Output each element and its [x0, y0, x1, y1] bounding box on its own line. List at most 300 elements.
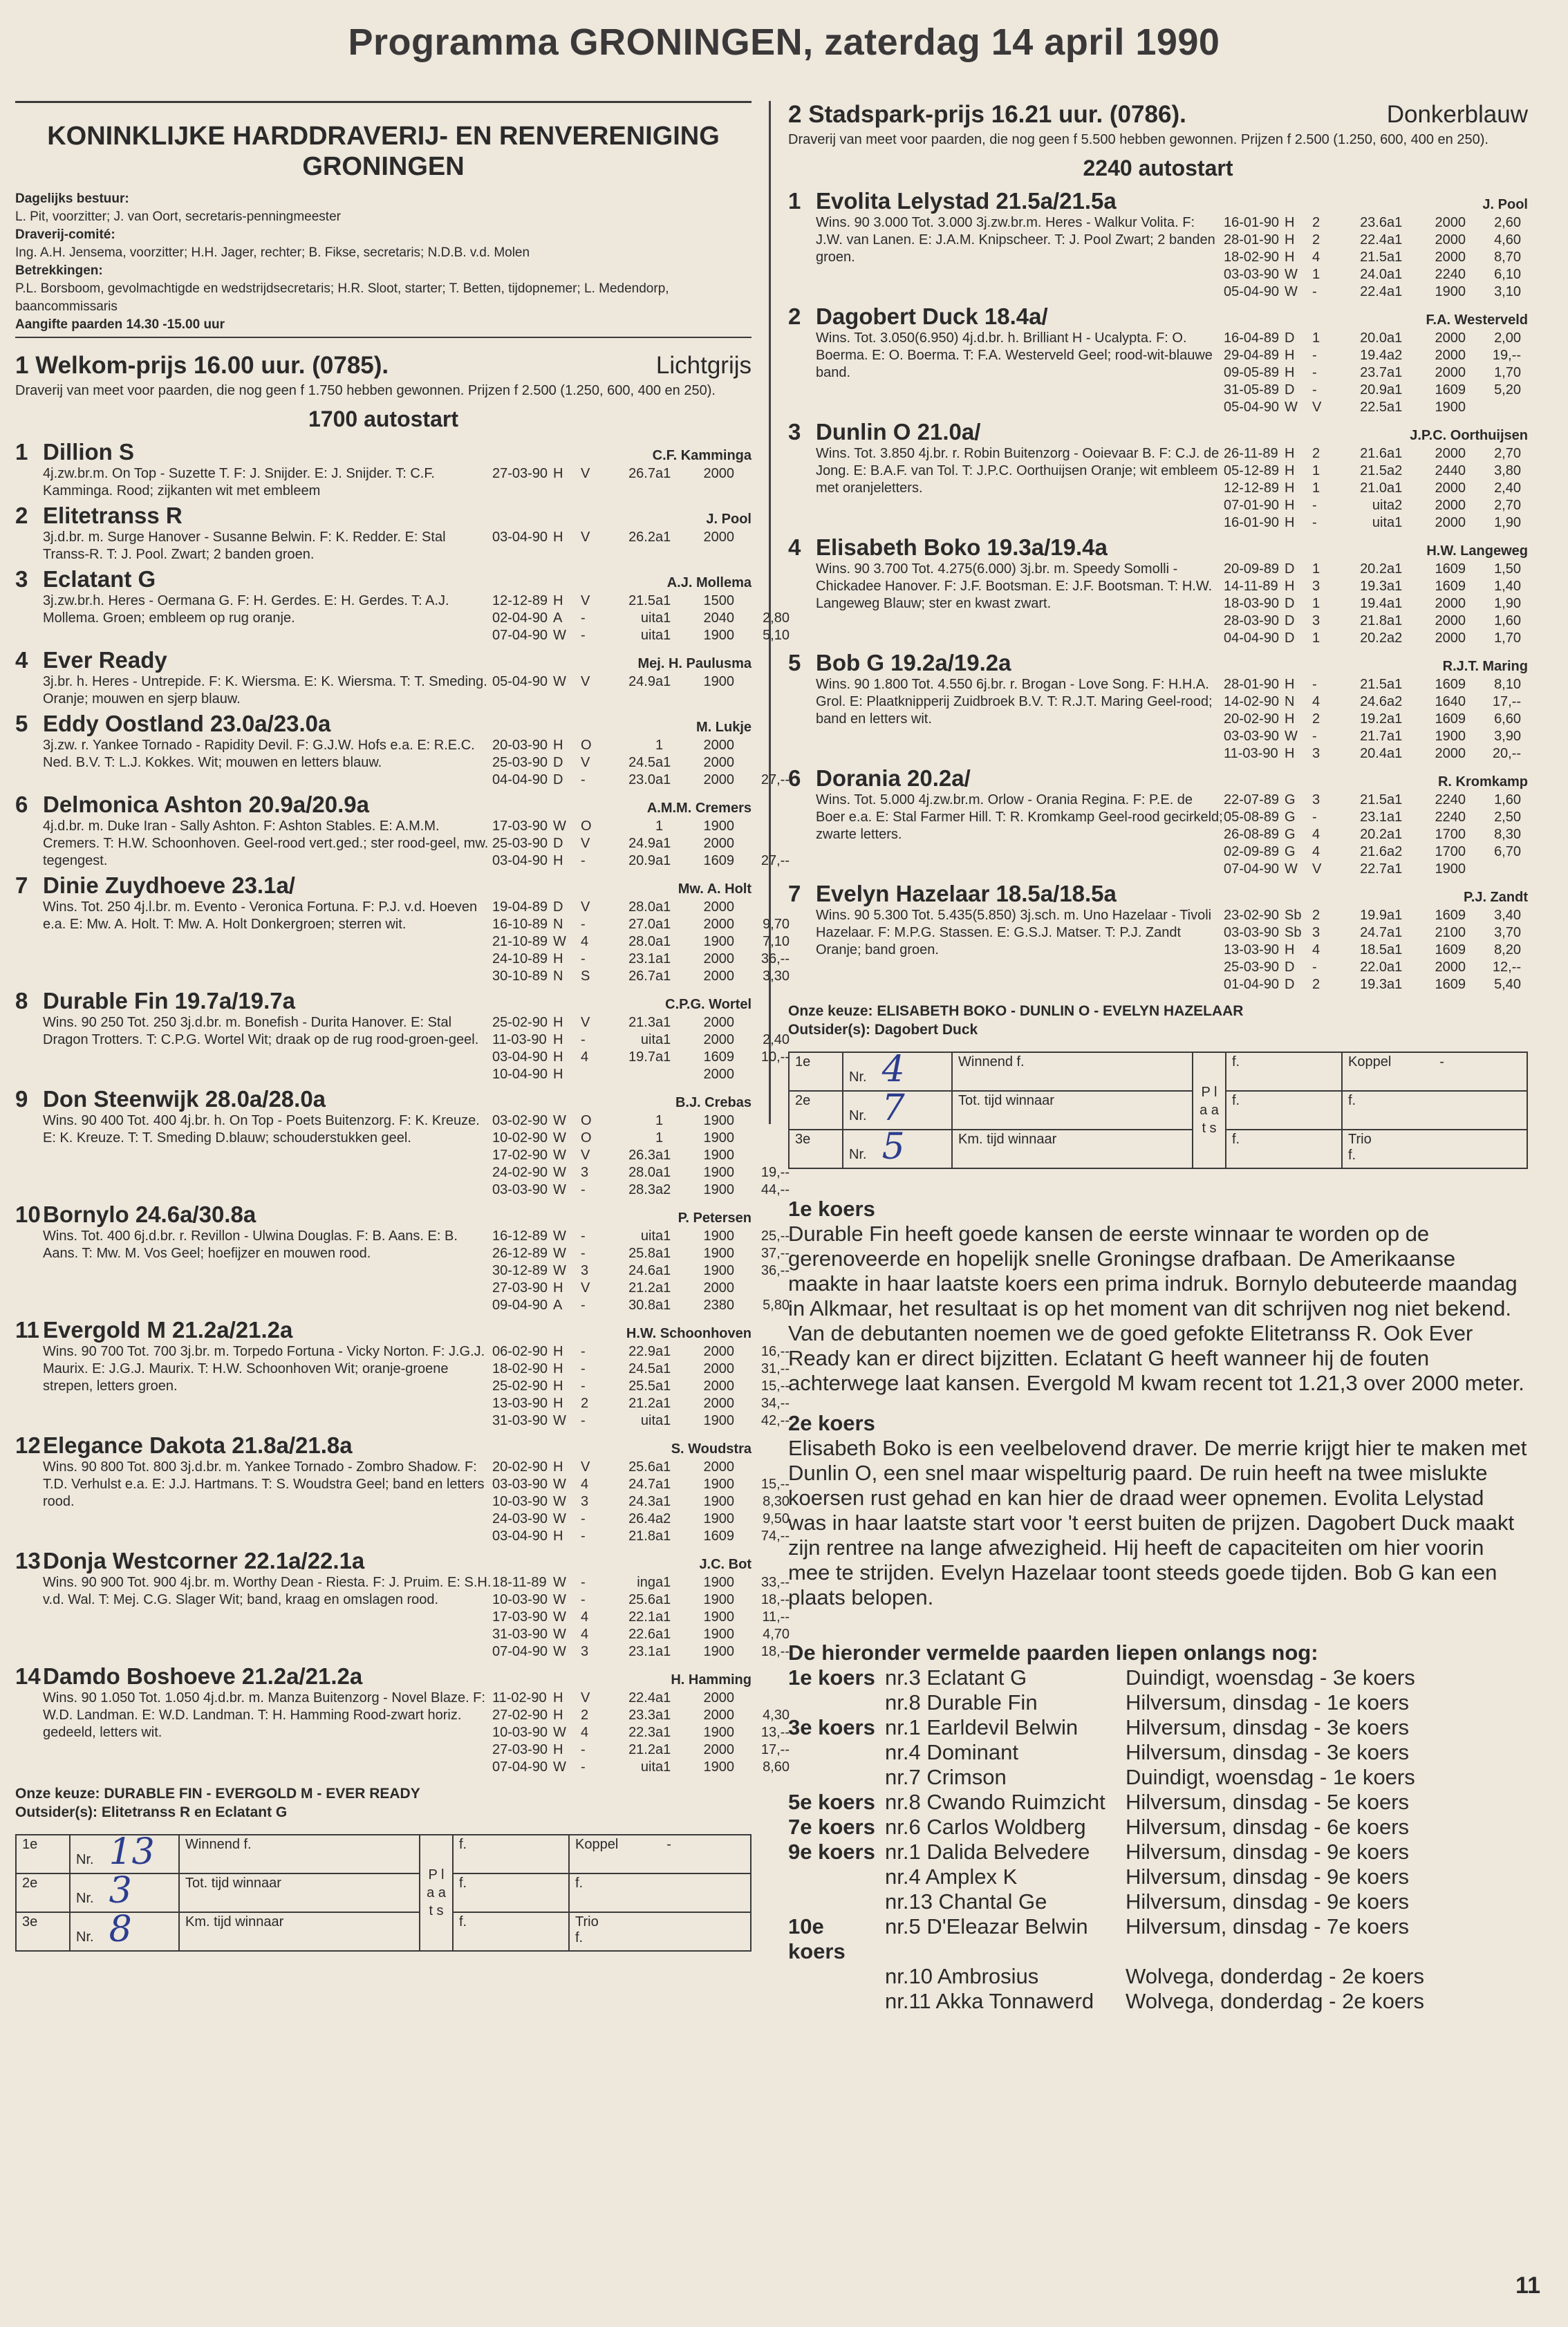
performance-cell: a1	[655, 1032, 671, 1047]
performance-cell: 1	[1312, 596, 1320, 611]
horse-trainer: C.F. Kamminga	[652, 448, 752, 463]
performance-cell: 11-02-90	[492, 1690, 547, 1705]
performance-cell: 3,90	[1494, 729, 1521, 744]
performance-cell: 03-03-90	[1224, 925, 1280, 940]
horse-name: Dorania 20.2a/	[816, 765, 971, 791]
trio-label: Trio	[575, 1914, 599, 1929]
race2-header	[788, 101, 1528, 129]
performance-cell: 2000	[1435, 215, 1466, 230]
performance-cell: W	[553, 628, 566, 643]
performance-cell: 26.7	[628, 969, 655, 984]
performance-row	[1224, 497, 1528, 514]
performance-cell: 19.4	[1360, 596, 1387, 611]
performance-cell: D	[1285, 596, 1295, 611]
horse-entry	[15, 872, 790, 985]
bet-slip-row	[789, 1130, 1527, 1168]
performance-cell: 17-03-90	[492, 1609, 548, 1625]
handwritten-number: 4	[881, 1049, 905, 1090]
recent-row	[788, 1790, 1528, 1815]
payout-label: Tot. tijd winnaar	[179, 1873, 420, 1912]
performance-cell: W	[553, 1130, 566, 1146]
performance-cell: 3	[581, 1494, 589, 1509]
performance-cell: a1	[1387, 711, 1403, 727]
performance-cell: 1900	[703, 1759, 734, 1775]
recent-row	[788, 1914, 1528, 1964]
horse-name: Dillion S	[43, 439, 134, 465]
performance-cell: 31-03-90	[492, 1413, 548, 1428]
performance-cell: N	[553, 917, 563, 932]
performance-cell: H	[553, 1067, 563, 1082]
horse-description: Wins. 90 5.300 Tot. 5.435(5.850) 3j.sch. m. Uno Hazelaar - Tivoli Hazelaar. F: M.P.G. Stassen. E: G.S.J. Matser. T: P.J. Zandt Oranje; band groen.	[816, 908, 1212, 957]
performance-row	[1224, 959, 1528, 976]
performance-cell: a1	[655, 969, 671, 984]
performance-cell: 18,--	[760, 1592, 790, 1607]
recent-row	[788, 1989, 1528, 2014]
performance-cell: 27,--	[760, 853, 790, 868]
performance-cell: a1	[655, 1148, 671, 1163]
handwritten-number: 13	[109, 1831, 155, 1873]
performance-cell: a1	[655, 1690, 671, 1705]
performance-cell: 26.4	[628, 1511, 655, 1526]
horse-body	[43, 1228, 790, 1314]
performance-cell: 4	[1312, 250, 1320, 265]
performance-cell: -	[581, 1575, 586, 1590]
horse-header	[15, 1432, 752, 1459]
race1-title: 1 Welkom-prijs 16.00 uur. (0785).	[15, 352, 389, 379]
performance-cell: a2	[1387, 844, 1403, 859]
horse-trainer: B.J. Crebas	[675, 1095, 752, 1110]
performance-cell: 21.2	[628, 1280, 655, 1296]
performance-cell: 10-03-90	[492, 1494, 548, 1509]
horse-body	[816, 792, 1528, 878]
performance-cell: a1	[1387, 561, 1403, 577]
performance-cell: a1	[655, 1529, 671, 1544]
performance-cell: 1	[1312, 267, 1320, 282]
performance-cell: a1	[655, 1742, 671, 1757]
horse-trainer: Mej. H. Paulusma	[637, 656, 752, 671]
performance-cell: 24.7	[628, 1477, 655, 1492]
performance-cell: 20.0	[1360, 330, 1387, 346]
performance-cell	[1466, 861, 1521, 878]
performance-row	[492, 1130, 790, 1147]
performance-cell	[613, 1066, 655, 1083]
performance-row	[1224, 399, 1528, 416]
performance-cell: D	[1285, 382, 1295, 398]
performance-cell: W	[553, 1759, 566, 1775]
performance-cell: 3,80	[1494, 463, 1521, 478]
performance-row	[492, 754, 790, 772]
performance-cell: 2000	[703, 1067, 734, 1082]
performance-row	[492, 899, 790, 916]
performance-cell: 8,10	[1494, 677, 1521, 692]
performance-cell: W	[553, 819, 566, 834]
horse-trainer: J. Pool	[1482, 197, 1528, 212]
performance-cell: H	[1285, 215, 1295, 230]
performance-cell: W	[1285, 400, 1298, 415]
trio-f: f.	[1348, 1148, 1356, 1163]
performance-cell: 21.0	[1360, 480, 1387, 496]
horse-title	[788, 650, 1011, 676]
performance-cell: 05-04-90	[1224, 284, 1280, 299]
horse-description: 4j.d.br. m. Duke Iran - Sally Ashton. F: Ashton Stables. E: A.M.M. Cremers. T: H.W. Schoonhoven. Geel-rood vert.ged.; ster rood-geel, mw. tegengest.	[43, 819, 489, 868]
payout-label: Km. tijd winnaar	[179, 1912, 420, 1951]
horse-body	[43, 529, 752, 563]
performance-cell: W	[553, 1246, 566, 1261]
performance-cell: H	[553, 1049, 563, 1065]
performance-cell: 2	[1312, 977, 1320, 992]
place-label: 1e	[16, 1835, 70, 1873]
number-cell	[843, 1049, 952, 1091]
performance-cell: 2000	[703, 1708, 734, 1723]
performance-row	[492, 1112, 790, 1130]
performance-cell: 26.7	[628, 466, 655, 481]
number-label: Nr.	[76, 1852, 94, 1867]
performance-cell: 21.8	[628, 1529, 655, 1544]
performance-cell: a1	[1387, 596, 1403, 611]
koppel-dash: -	[1439, 1054, 1444, 1069]
performance-cell: 3	[1312, 792, 1320, 807]
performance-cell: a1	[1387, 942, 1403, 957]
performance-cell: 4,60	[1494, 232, 1521, 247]
recent-horse: nr.8 Cwando Ruimzicht	[885, 1790, 1105, 1814]
bet-slip-table	[788, 1049, 1528, 1169]
horse-header	[15, 792, 752, 818]
performance-cell: O	[581, 1113, 592, 1128]
performance-cell: 05-04-90	[1224, 400, 1280, 415]
bet-slip-table	[15, 1831, 752, 1952]
performance-cell: -	[581, 1529, 586, 1544]
performance-cell: 42,--	[760, 1413, 790, 1428]
performance-cell: 20-09-89	[1224, 561, 1280, 577]
performance-cell: 3	[581, 1644, 589, 1659]
performance-cell: 20.9	[628, 853, 655, 868]
performance-cell	[655, 1066, 683, 1083]
horse-entry	[15, 566, 790, 644]
performance-cell: -	[581, 1298, 586, 1313]
performance-row	[1224, 613, 1528, 630]
horse-title	[15, 872, 295, 899]
performance-cell: 2000	[703, 466, 734, 481]
recent-row	[788, 1665, 1528, 1690]
trio-cell	[1342, 1130, 1527, 1168]
performance-cell: V	[581, 674, 590, 689]
performance-cell: 30-10-89	[492, 969, 548, 984]
performance-cell: -	[581, 610, 586, 626]
performance-cell: 1	[655, 819, 664, 834]
performance-cell: a1	[1387, 925, 1403, 940]
horse-performances	[492, 1574, 790, 1661]
horse-name: Ever Ready	[43, 647, 167, 673]
performance-cell: W	[553, 1113, 566, 1128]
horse-name: Don Steenwijk 28.0a/28.0a	[43, 1086, 326, 1112]
horse-description: Wins. 90 400 Tot. 400 4j.br. h. On Top - Poets Buitenzorg. F: K. Kreuze. E: K. Kreuze. T: T. Smeding D.blauw; schouderstukken geel.	[43, 1113, 480, 1146]
performance-cell: uit	[640, 610, 655, 626]
horse-name: Eddy Oostland 23.0a/23.0a	[43, 711, 331, 736]
bet-slip-row	[789, 1091, 1527, 1130]
performance-cell: 22.4	[628, 1690, 655, 1705]
number-label: Nr.	[76, 1929, 94, 1945]
performance-row	[1224, 330, 1528, 347]
performance-cell: 36,--	[760, 1263, 790, 1278]
performance-cell	[734, 1130, 790, 1147]
horse-number: 4	[788, 534, 801, 560]
performance-cell: 1900	[703, 1592, 734, 1607]
performance-cell: 27-03-90	[492, 1280, 548, 1296]
performance-cell: 03-03-90	[492, 1477, 548, 1492]
recent-horse: nr.1 Dalida Belvedere	[885, 1840, 1090, 1864]
performance-cell: 1900	[703, 1263, 734, 1278]
performance-cell: W	[553, 1725, 566, 1740]
performance-cell: 19.9	[1360, 908, 1387, 923]
performance-row	[492, 1528, 790, 1545]
performance-cell: 27.0	[628, 917, 655, 932]
performance-cell: a1	[655, 1228, 671, 1244]
performance-cell: 22.6	[628, 1627, 655, 1642]
performance-row	[492, 933, 790, 951]
performance-cell: 04-04-90	[1224, 630, 1280, 646]
performance-cell: uit	[640, 628, 655, 643]
performance-cell: D	[1285, 960, 1295, 975]
performance-cell: D	[553, 836, 563, 851]
horse-name: Elisabeth Boko 19.3a/19.4a	[816, 534, 1108, 560]
horse-performances	[1224, 792, 1528, 878]
recent-row	[788, 1889, 1528, 1914]
performance-cell: D	[553, 772, 563, 787]
horse-entry	[15, 1432, 790, 1545]
performance-cell	[734, 1690, 790, 1707]
performance-cell: 21.8	[1360, 613, 1387, 628]
performance-cell: H	[553, 1396, 563, 1411]
performance-cell: W	[553, 1644, 566, 1659]
performance-cell: 2,70	[1494, 446, 1521, 461]
performance-cell: -	[581, 1344, 586, 1359]
performance-cell: a1	[655, 1015, 671, 1030]
horse-description: Wins. 90 1.800 Tot. 4.550 6j.br. r. Brogan - Love Song. F: H.H.A. Grol. E: Plaatknipperij Zuidbroek B.V. T: R.J.T. Maring Geel-rood; band en letters wit.	[816, 677, 1213, 727]
horse-header	[15, 439, 752, 465]
performance-cell: 10-04-90	[492, 1067, 548, 1082]
recent-row	[788, 1865, 1528, 1889]
performance-cell: 2,50	[1494, 810, 1521, 825]
performance-cell: 15,--	[760, 1477, 790, 1492]
performance-cell: 1	[1312, 630, 1320, 646]
koppel-cell	[1342, 1052, 1527, 1091]
performance-cell: 18-11-89	[492, 1575, 547, 1590]
horse-body	[43, 1459, 790, 1545]
performance-cell: 26.3	[628, 1148, 655, 1163]
horse-title	[15, 647, 167, 673]
performance-cell: H	[553, 1690, 563, 1705]
recent-location: Hilversum, dinsdag - 6e koers	[1126, 1815, 1410, 1839]
number-cell	[70, 1909, 179, 1951]
performance-row	[1224, 561, 1528, 578]
performance-row	[492, 1511, 790, 1528]
bet-slip-row	[16, 1835, 751, 1873]
performance-cell: a1	[655, 772, 671, 787]
performance-cell: a1	[655, 674, 671, 689]
performance-cell: a2	[1387, 498, 1403, 513]
performance-cell: 25.6	[628, 1592, 655, 1607]
horse-name: Evergold M 21.2a/21.2a	[43, 1317, 293, 1343]
performance-cell: 28.0	[628, 934, 655, 949]
performance-cell: D	[553, 755, 563, 770]
recent-location: Hilversum, dinsdag - 9e koers	[1126, 1840, 1410, 1864]
performance-cell: H	[553, 1742, 563, 1757]
performance-cell: 3	[1312, 613, 1320, 628]
performance-cell: 2000	[1435, 330, 1466, 346]
performance-cell: V	[1312, 400, 1322, 415]
performance-cell: H	[553, 1708, 563, 1723]
horse-description: Wins. Tot. 400 6j.d.br. r. Revillon - Ulwina Douglas. F: B. Aans. E: B. Aans. T: Mw. M. Vos Geel; hoefijzer en mouwen rood.	[43, 1228, 458, 1261]
performance-row	[492, 1164, 790, 1181]
performance-cell: -	[1312, 729, 1317, 744]
performance-cell: a1	[655, 1575, 671, 1590]
performance-cell: 1	[655, 1113, 664, 1128]
horse-title	[788, 534, 1108, 561]
performance-cell: 24.3	[628, 1494, 655, 1509]
performance-row	[492, 1228, 790, 1245]
performance-cell: 4	[581, 1627, 589, 1642]
performance-cell: 2	[1312, 908, 1320, 923]
horse-header	[15, 1548, 752, 1574]
performance-cell: 1900	[703, 1511, 734, 1526]
performance-cell: 1700	[1435, 827, 1466, 842]
payout-label: Tot. tijd winnaar	[952, 1091, 1193, 1130]
horse-performances	[1224, 214, 1528, 301]
performance-cell: 1900	[703, 1113, 734, 1128]
horse-number: 12	[15, 1432, 41, 1458]
trio-label: Trio	[1348, 1132, 1372, 1147]
recent-location: Hilversum, dinsdag - 1e koers	[1126, 1690, 1410, 1714]
place-label: 2e	[789, 1091, 843, 1130]
performance-cell: 20-03-90	[492, 738, 548, 753]
performance-cell: 21.5	[628, 593, 655, 608]
handwritten-number: 5	[881, 1126, 905, 1168]
performance-cell: 25-03-90	[1224, 960, 1280, 975]
performance-cell	[734, 1112, 790, 1130]
horse-trainer: Mw. A. Holt	[678, 881, 752, 897]
horse-description: 3j.d.br. m. Surge Hanover - Susanne Belwin. F: K. Redder. E: Stal Transs-R. T: J. Pool. Zwart; 2 banden groen.	[43, 530, 446, 562]
performance-cell: 3	[581, 1263, 589, 1278]
performance-cell	[734, 1014, 790, 1031]
horse-performances	[492, 899, 790, 985]
performance-cell: 34,--	[760, 1396, 790, 1411]
performance-cell: a2	[655, 1182, 671, 1197]
performance-row	[492, 968, 790, 985]
performance-cell: 4	[581, 1477, 589, 1492]
performance-cell: a1	[1387, 365, 1403, 380]
payout-f: f.	[1226, 1052, 1342, 1091]
performance-cell: 24-10-89	[492, 951, 548, 966]
performance-row	[492, 1395, 790, 1412]
recent-row	[788, 1715, 1528, 1740]
page-title: Programma GRONINGEN, zaterdag 14 april 1990	[348, 21, 1220, 63]
horse-name: Bob G 19.2a/19.2a	[816, 650, 1011, 675]
performance-cell: a1	[1387, 613, 1403, 628]
performance-cell: 1	[655, 738, 664, 753]
horse-header	[15, 711, 752, 737]
performance-cell: 1,40	[1494, 579, 1521, 594]
performance-cell: a2	[1387, 463, 1403, 478]
performance-cell: 05-04-90	[492, 674, 548, 689]
recent-horse: nr.4 Dominant	[885, 1740, 1018, 1764]
performance-row	[1224, 676, 1528, 693]
performance-row	[492, 1066, 790, 1083]
performance-cell: 2000	[1435, 250, 1466, 265]
performance-row	[1224, 826, 1528, 843]
performance-cell: 31-05-89	[1224, 382, 1280, 398]
performance-cell: a1	[1387, 515, 1403, 530]
performance-cell: a1	[655, 1246, 671, 1261]
performance-cell	[613, 1130, 655, 1147]
performance-cell: 8,60	[763, 1759, 790, 1775]
horse-trainer: F.A. Westerveld	[1426, 312, 1528, 328]
performance-cell: 23.1	[628, 1644, 655, 1659]
performance-cell: G	[1285, 792, 1296, 807]
performance-row	[492, 1245, 790, 1262]
performance-cell: 03-03-90	[492, 1182, 548, 1197]
club-info	[15, 190, 752, 338]
performance-row	[492, 465, 790, 483]
performance-cell: H	[1285, 677, 1295, 692]
horse-trainer: P. Petersen	[678, 1211, 752, 1226]
horse-body	[43, 592, 790, 644]
payout-label: Km. tijd winnaar	[952, 1130, 1193, 1168]
performance-cell: a2	[1387, 694, 1403, 709]
performance-cell: 2000	[703, 1032, 734, 1047]
performance-cell: 24.6	[1360, 694, 1387, 709]
performance-row	[1224, 364, 1528, 382]
performance-cell: H	[1285, 480, 1295, 496]
horse-header	[15, 503, 752, 529]
performance-cell: a1	[655, 836, 671, 851]
performance-cell: W	[553, 1477, 566, 1492]
horse-header	[788, 650, 1528, 676]
horse-performances	[1224, 676, 1528, 763]
recent-koers: 3e koers	[788, 1715, 875, 1739]
performance-cell: 1900	[703, 1627, 734, 1642]
performance-cell: 02-09-89	[1224, 844, 1280, 859]
performance-cell: H	[553, 1529, 563, 1544]
performance-cell: 20.2	[1360, 827, 1387, 842]
performance-cell: Sb	[1285, 925, 1302, 940]
performance-cell: 1,90	[1494, 515, 1521, 530]
horse-performances	[492, 1690, 790, 1776]
performance-cell: 1900	[703, 1477, 734, 1492]
performance-cell: 7,10	[763, 934, 790, 949]
performance-cell: D	[553, 899, 563, 915]
performance-cell: 21.5	[1360, 677, 1387, 692]
performance-cell: 2040	[703, 610, 734, 626]
performance-cell: O	[581, 738, 592, 753]
performance-row	[1224, 809, 1528, 826]
number-cell	[70, 1831, 179, 1873]
horse-body	[816, 214, 1528, 301]
place-label: 2e	[16, 1873, 70, 1912]
horse-entry	[788, 765, 1528, 878]
performance-cell: 22.4	[1360, 284, 1387, 299]
horse-performances	[492, 1343, 790, 1430]
performance-cell: -	[1312, 498, 1317, 513]
performance-cell: a1	[655, 1725, 671, 1740]
performance-cell: a1	[1387, 729, 1403, 744]
horse-entry	[15, 1317, 790, 1430]
performance-cell: V	[581, 466, 590, 481]
performance-cell: Sb	[1285, 908, 1302, 923]
horse-name: Evolita Lelystad 21.5a/21.5a	[816, 188, 1117, 214]
performance-cell: 25.8	[628, 1246, 655, 1261]
performance-cell: H	[553, 1344, 563, 1359]
koppel-f: f.	[1342, 1091, 1527, 1130]
